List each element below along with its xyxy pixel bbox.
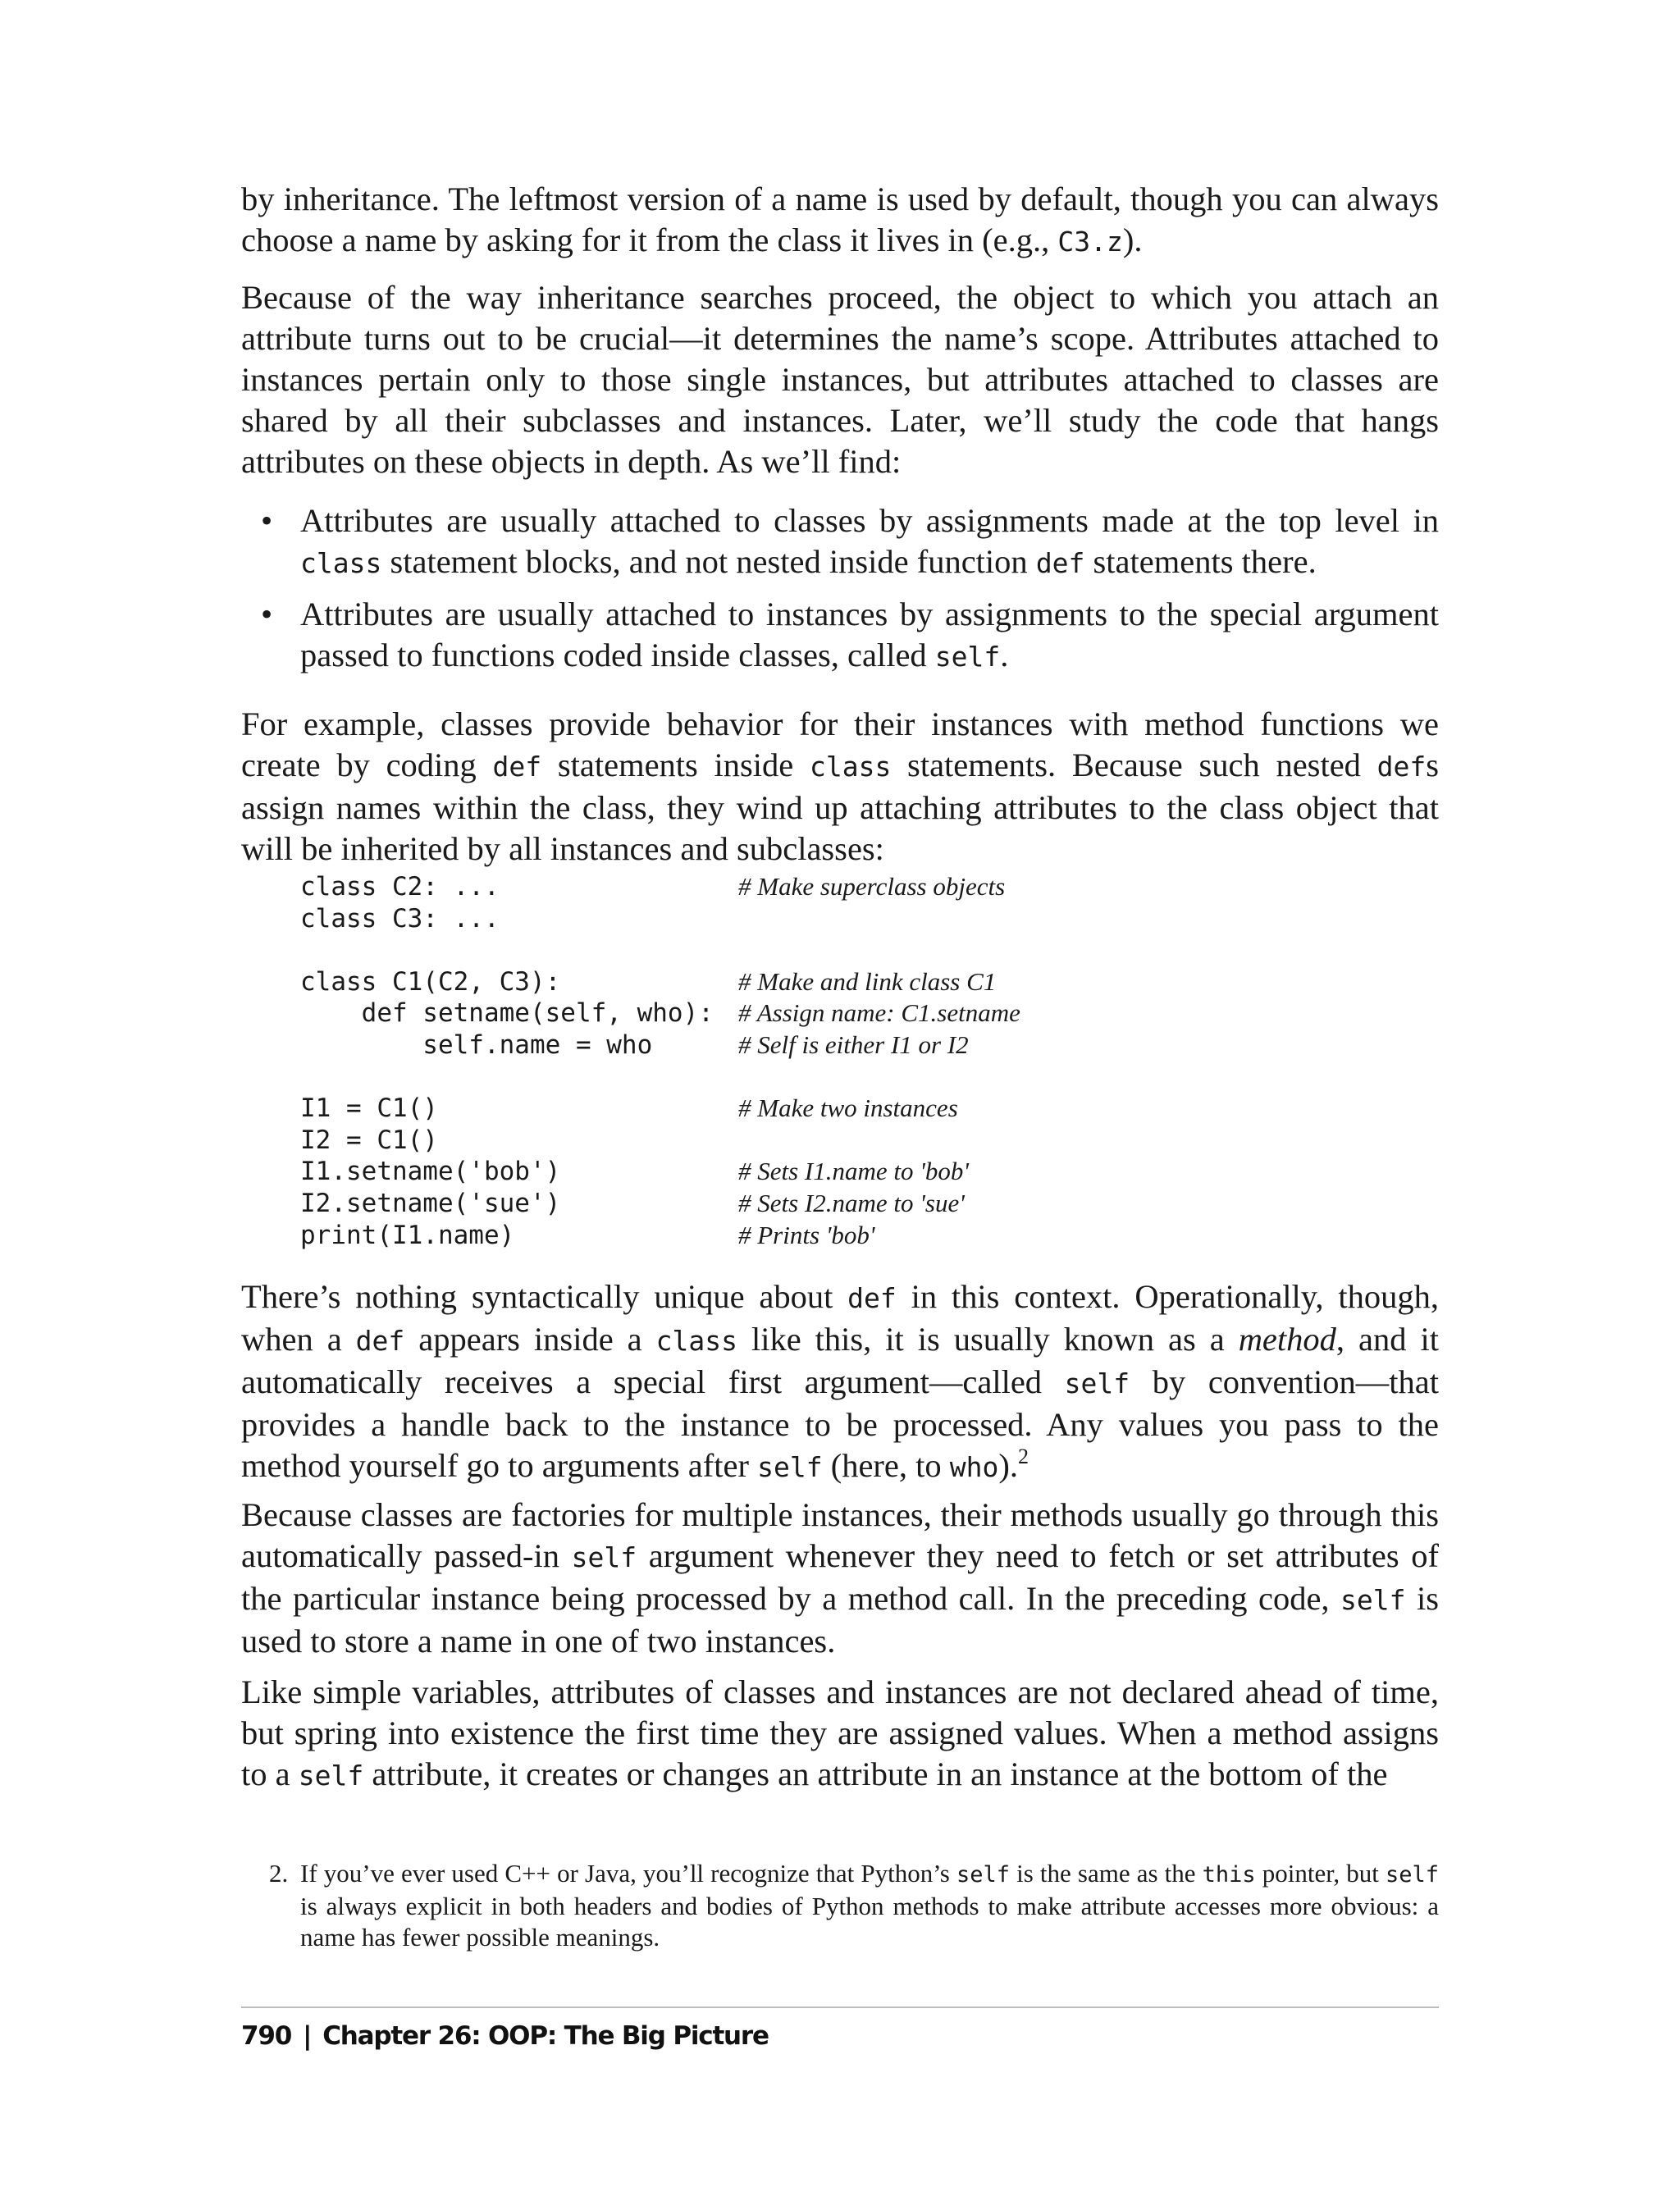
code-text: I2 = C1() [300,1125,438,1155]
code-line [300,1156,1121,1188]
list-item [241,500,1439,584]
inline-code: def [1376,751,1427,783]
text: attribute, it creates or changes an attribute in an instance at the bottom of the [363,1755,1388,1792]
code-line [300,1029,1121,1061]
inline-code: def [1035,547,1085,579]
inline-code: who [949,1451,999,1483]
inline-code: class [810,751,892,783]
text: statements inside [541,746,810,783]
text: s assign names within the class, they wind up attaching attributes to the class object that will be inherited by all instances and subclasses: [241,746,1440,867]
code-line [300,903,1121,935]
code-line [300,871,1121,903]
code-text: class C3: ... [300,903,500,934]
text: Because classes are factories for multiple instances, their methods usually go through this automatically passed-in [241,1496,1439,1574]
text: ). [998,1447,1019,1484]
text: There’s nothing syntactically unique about [241,1278,848,1315]
code-text: class C1(C2, C3): [300,966,561,997]
inline-code: self [757,1451,823,1483]
text: by inheritance. The leftmost version of a name is used by default, though you can always choose a name by asking for it from the class it lives in (e.g., [241,180,1439,258]
code-text: I1.setname('bob') [300,1157,561,1187]
code-text: I2.setname('sue') [300,1188,561,1218]
text: statements there. [1084,543,1317,580]
paragraph-def-method [241,1276,1439,1488]
text: ). [1122,221,1143,258]
code-comment: # Sets I2.name to 'sue' [738,1188,965,1217]
inline-code: self [956,1862,1011,1888]
code-comment: # Prints 'bob' [738,1220,875,1249]
footnote [241,1858,1439,1953]
paragraph-inheritance-intro [241,179,1439,262]
text: like this, it is usually known as a [737,1321,1239,1358]
text: is always explicit in both headers and bodies of Python methods to make attribute accesses more obvious: a name has fewer possible meanings. [300,1892,1439,1952]
bullet-icon: • [261,502,273,539]
bullet-icon: • [261,596,273,632]
text: Attributes are usually attached to classes by assignments made at the top level in [300,502,1439,539]
inline-code: def [492,751,542,783]
paragraph-attribute-scope: Because of the way inheritance searches proceed, the object to which you attach an attribute turns out to be crucial—it determines the name’s scope. Attributes attached to instances pertain only to those single instances, but attributes attached to classes are shared by all their subclasses and instances. Later, we’ll study the code that hangs attributes on these objects in depth. As we’ll find: [241,279,1439,480]
code-text: class C2: ... [300,872,500,902]
text: pointer, but [1255,1859,1386,1888]
inline-code: self [571,1541,637,1573]
footer-separator: | [303,2021,312,2051]
code-comment: # Make and link class C1 [738,966,997,996]
inline-code: self [1340,1584,1406,1616]
text: statement blocks, and not nested inside function [381,543,1036,580]
list-item [241,594,1439,678]
code-line [300,934,1121,966]
code-line [300,1125,1121,1157]
text: by convention—that provides a handle back to the instance to be processed. Any values you pass to the method yourself go to arguments after [241,1363,1440,1484]
code-comment: # Assign name: C1.setname [738,998,1020,1028]
code-comment: # Make superclass objects [738,872,1006,901]
inline-code: self [934,641,1001,673]
page-footer [241,2020,769,2052]
chapter-title: Chapter 26: OOP: The Big Picture [322,2021,769,2051]
footer-divider [241,2006,1439,2008]
page-number: 790 [241,2021,292,2051]
inline-code: self [298,1760,364,1792]
text: is the same as the [1010,1859,1203,1888]
text: in this context. Operationally, though, when a [241,1278,1439,1358]
code-text: self.name = who [300,1029,653,1060]
code-text: I1 = C1() [300,1093,438,1124]
bullet-list [241,500,1439,687]
paragraph-attribute-creation [241,1672,1439,1796]
inline-code: class [655,1325,737,1357]
text: , and it automatically receives a special first argument—called [241,1321,1439,1400]
code-line [300,1188,1121,1220]
inline-code: def [355,1325,405,1357]
text: Attributes are usually attached to instances by assignments to the special argument passed to functions coded inside classes, called [300,596,1439,673]
text: statements. Because such nested [891,746,1377,783]
inline-code: def [847,1282,897,1314]
inline-code: C3.z [1057,226,1123,258]
paragraph-self-argument [241,1495,1439,1662]
text: If you’ve ever used C++ or Java, you’ll recognize that Python’s [300,1859,956,1888]
code-comment: # Make two instances [738,1093,958,1123]
code-line [300,966,1121,998]
text: appears inside a [404,1321,656,1358]
code-line [300,1220,1121,1252]
code-line [300,1061,1121,1093]
inline-code: class [300,547,382,579]
code-line [300,998,1121,1029]
text: (here, to [822,1447,950,1484]
footnote-reference[interactable]: 2 [1018,1445,1029,1468]
footnote-text [300,1858,1439,1953]
code-line [300,1093,1121,1125]
code-listing [300,871,1121,1251]
code-comment: # Self is either I1 or I2 [738,1029,969,1059]
code-text: print(I1.name) [300,1220,515,1250]
inline-code: self [1385,1862,1439,1888]
text: is used to store a name in one of two instances. [241,1580,1439,1659]
inline-code: self [1064,1367,1130,1399]
code-comment: # Sets I1.name to 'bob' [738,1157,970,1186]
inline-code: this [1202,1862,1256,1888]
emphasis-text: method [1238,1321,1336,1358]
paragraph-method-example [241,704,1439,870]
text: Like simple variables, attributes of classes and instances are not declared ahead of time, but spring into existence the first time they are assigned values. When a method assigns to a [241,1673,1439,1792]
text: . [1000,637,1009,673]
text: argument whenever they need to fetch or set attributes of the particular instance being processed by a method call. In the preceding code, [241,1537,1439,1617]
code-text: def setname(self, who): [300,998,714,1029]
text: For example, classes provide behavior for their instances with method functions we create by coding [241,705,1439,783]
footnote-number: 2. [269,1859,289,1888]
